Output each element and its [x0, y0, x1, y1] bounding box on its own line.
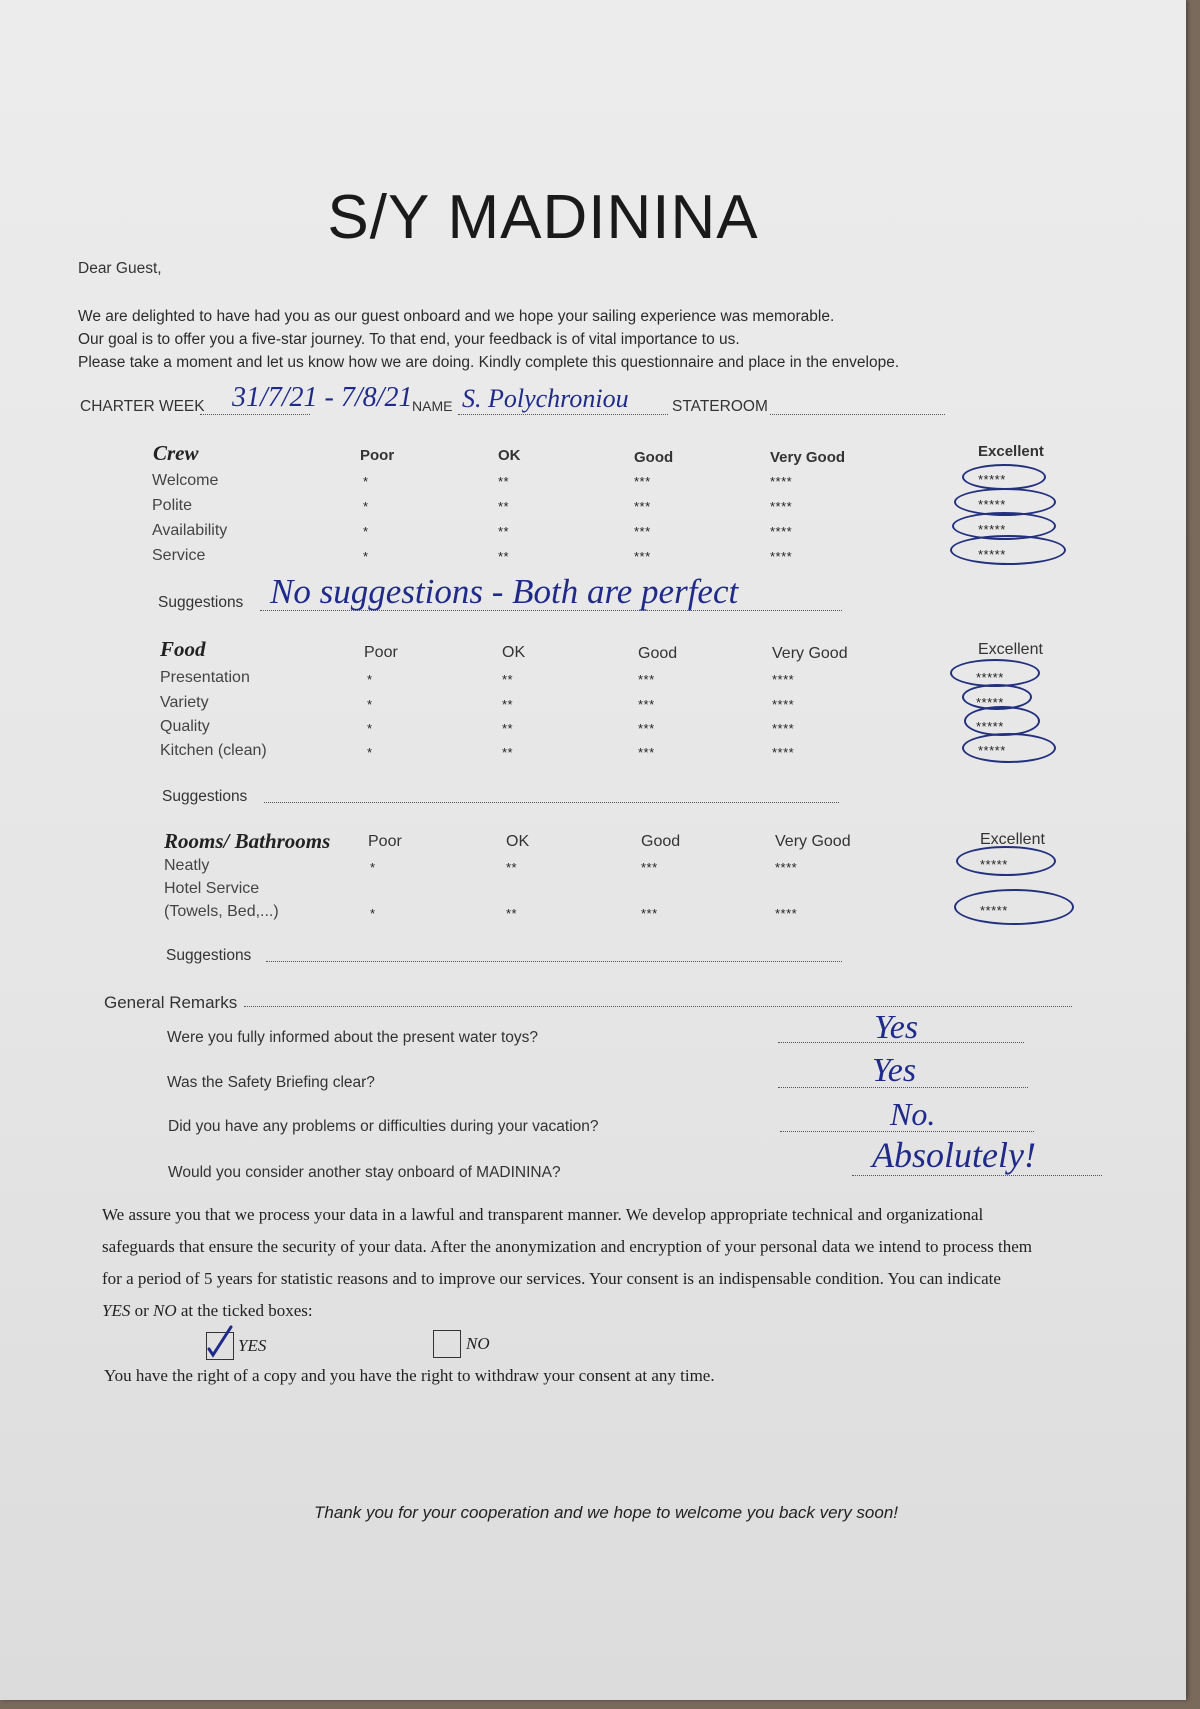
star-2[interactable]: **: [502, 721, 514, 736]
star-4[interactable]: ****: [770, 524, 793, 539]
col-excellent: Excellent: [978, 443, 1044, 460]
consent-paragraph: [102, 1199, 1122, 1327]
selection-circle: [954, 889, 1074, 925]
star-2[interactable]: **: [498, 524, 510, 539]
row-label: Availability: [152, 522, 228, 539]
charter-week-label: CHARTER WEEK: [80, 398, 205, 415]
food-row-presentation: Presentation: [160, 669, 250, 686]
star-1[interactable]: *: [363, 524, 369, 539]
star-4[interactable]: ****: [770, 549, 793, 564]
star-4[interactable]: ****: [772, 745, 795, 760]
col-good: Good: [638, 645, 678, 662]
charter-info-row: [80, 382, 945, 422]
star-1[interactable]: *: [370, 906, 376, 921]
consent-no-label: NO: [466, 1334, 490, 1353]
check-mark-icon: [201, 1325, 235, 1359]
star-5[interactable]: *****: [980, 857, 1008, 872]
col-poor: Poor: [360, 447, 395, 464]
selection-circle: [956, 846, 1056, 876]
col-very-good: Very Good: [772, 645, 848, 662]
col-very-good: Very Good: [770, 449, 846, 466]
consent-no-checkbox[interactable]: [433, 1330, 461, 1358]
consent-line: We assure you that we process your data in a lawful and transparent manner. We develop appropriate technical and organizational: [102, 1205, 984, 1224]
rooms-suggestions-label: Suggestions: [166, 947, 252, 964]
col-poor: Poor: [368, 833, 402, 850]
consent-line: for a period of 5 years for statistic reasons and to improve our services. Your consent is an indispensable condition. You can indicate: [102, 1269, 1001, 1288]
selection-circle: [950, 659, 1040, 687]
star-2[interactable]: **: [498, 549, 510, 564]
selection-circle: [962, 733, 1056, 763]
col-good: Good: [641, 833, 681, 850]
food-section-title: Food: [160, 637, 206, 661]
star-3[interactable]: ***: [641, 860, 658, 875]
star-1[interactable]: *: [367, 721, 373, 736]
crew-suggestions-label: Suggestions: [158, 594, 244, 611]
star-5[interactable]: *****: [978, 497, 1006, 512]
intro-line: We are delighted to have had you as our guest onboard and we hope your sailing experience was memorable.: [78, 308, 835, 325]
col-ok: OK: [506, 833, 530, 850]
star-4[interactable]: ****: [770, 499, 793, 514]
star-3[interactable]: ***: [638, 672, 655, 687]
star-4[interactable]: ****: [772, 672, 795, 687]
consent-yes-checkbox[interactable]: [206, 1332, 234, 1360]
intro-line: Please take a moment and let us know how we are doing. Kindly complete this questionnaire and place in the envelope.: [78, 354, 900, 371]
thank-you-note: Thank you for your cooperation and we hope to welcome you back very soon!: [314, 1503, 899, 1522]
star-4[interactable]: ****: [772, 697, 795, 712]
star-4[interactable]: ****: [772, 721, 795, 736]
star-1[interactable]: *: [363, 499, 369, 514]
star-3[interactable]: ***: [638, 721, 655, 736]
greeting: Dear Guest,: [78, 260, 162, 277]
star-1[interactable]: *: [363, 474, 369, 489]
star-3[interactable]: ***: [638, 745, 655, 760]
col-ok: OK: [498, 447, 521, 464]
col-ok: OK: [502, 644, 526, 661]
crew-section-title: Crew: [153, 441, 199, 465]
star-2[interactable]: **: [498, 474, 510, 489]
rooms-row-hotel-service: Hotel Service: [164, 880, 260, 897]
row-label: Welcome: [152, 472, 219, 489]
selection-circle: [964, 706, 1040, 736]
food-row-variety: Variety: [160, 694, 209, 711]
star-5[interactable]: *****: [978, 547, 1006, 562]
star-1[interactable]: *: [367, 745, 373, 760]
withdraw-note: You have the right of a copy and you have the right to withdraw your consent at any time.: [104, 1366, 715, 1385]
rooms-row-towels-bed: (Towels, Bed,...): [164, 903, 279, 920]
stateroom-label: STATEROOM: [672, 398, 768, 415]
star-5[interactable]: *****: [976, 670, 1004, 685]
star-3[interactable]: ***: [634, 499, 651, 514]
name-value[interactable]: S. Polychroniou: [462, 384, 629, 413]
food-suggestions-input[interactable]: [264, 802, 839, 803]
consent-or: or: [130, 1301, 154, 1320]
star-2[interactable]: **: [502, 745, 514, 760]
col-excellent: Excellent: [980, 831, 1045, 848]
general-remarks-input[interactable]: [244, 1006, 1072, 1007]
star-5[interactable]: *****: [978, 472, 1006, 487]
star-4[interactable]: ****: [770, 474, 793, 489]
consent-no-word: NO: [153, 1301, 177, 1320]
row-label: Polite: [152, 497, 193, 514]
star-5[interactable]: *****: [976, 695, 1004, 710]
charter-week-value[interactable]: 31/7/21 - 7/8/21: [232, 382, 413, 413]
food-row-kitchen: Kitchen (clean): [160, 742, 267, 759]
col-very-good: Very Good: [775, 833, 851, 850]
star-5[interactable]: *****: [980, 903, 1008, 918]
document-title: S/Y MADININA: [327, 183, 759, 252]
question-problems: Did you have any problems or difficulties during your vacation?: [168, 1118, 599, 1135]
intro-paragraph: [78, 305, 899, 374]
col-poor: Poor: [364, 644, 398, 661]
consent-yes-word: YES: [102, 1301, 131, 1320]
star-1[interactable]: *: [370, 860, 376, 875]
stateroom-field[interactable]: [770, 414, 945, 415]
consent-tail: at the ticked boxes:: [176, 1301, 313, 1320]
answer-problems[interactable]: No.: [890, 1096, 936, 1132]
row-label: Service: [152, 547, 206, 564]
star-3[interactable]: ***: [634, 524, 651, 539]
star-3[interactable]: ***: [634, 474, 651, 489]
charter-week-dots: [200, 414, 310, 415]
star-2[interactable]: **: [502, 672, 514, 687]
crew-suggestions-input[interactable]: No suggestions - Both are perfect: [270, 572, 739, 611]
answer-safety-briefing[interactable]: Yes: [872, 1052, 917, 1089]
star-1[interactable]: *: [367, 672, 373, 687]
question-another-stay: Would you consider another stay onboard of MADININA?: [168, 1164, 561, 1181]
food-suggestions-label: Suggestions: [162, 788, 248, 805]
consent-line: [102, 1295, 1122, 1327]
star-1[interactable]: *: [367, 697, 373, 712]
rooms-row-neatly: Neatly: [164, 857, 210, 874]
star-4[interactable]: ****: [775, 906, 798, 921]
question-water-toys: Were you fully informed about the present water toys?: [167, 1029, 539, 1046]
rooms-section-title: Rooms/ Bathrooms: [164, 829, 331, 853]
star-2[interactable]: **: [502, 697, 514, 712]
name-label: NAME: [412, 398, 453, 414]
selection-circle: [950, 535, 1066, 565]
star-2[interactable]: **: [498, 499, 510, 514]
star-3[interactable]: ***: [634, 549, 651, 564]
star-5[interactable]: *****: [978, 743, 1006, 758]
col-good: Good: [634, 449, 674, 466]
star-5[interactable]: *****: [978, 522, 1006, 537]
question-safety-briefing: Was the Safety Briefing clear?: [167, 1074, 375, 1091]
rooms-suggestions-input[interactable]: [266, 961, 842, 962]
star-1[interactable]: *: [363, 549, 369, 564]
general-remarks-label: General Remarks: [104, 993, 238, 1012]
star-2[interactable]: **: [506, 860, 518, 875]
star-3[interactable]: ***: [638, 697, 655, 712]
answer-water-toys[interactable]: Yes: [874, 1009, 919, 1046]
consent-line: safeguards that ensure the security of your data. After the anonymization and encryption of your personal data we intend to process them: [102, 1237, 1032, 1256]
star-3[interactable]: ***: [641, 906, 658, 921]
answer-another-stay[interactable]: Absolutely!: [872, 1135, 1036, 1175]
col-excellent: Excellent: [978, 641, 1043, 658]
selection-circle: [962, 464, 1046, 490]
consent-yes-label: YES: [238, 1336, 267, 1355]
star-4[interactable]: ****: [775, 860, 798, 875]
star-5[interactable]: *****: [976, 719, 1004, 734]
name-dots: [458, 414, 668, 415]
food-row-quality: Quality: [160, 718, 210, 735]
intro-line: Our goal is to offer you a five-star journey. To that end, your feedback is of vital importance to us.: [78, 331, 740, 348]
star-2[interactable]: **: [506, 906, 518, 921]
